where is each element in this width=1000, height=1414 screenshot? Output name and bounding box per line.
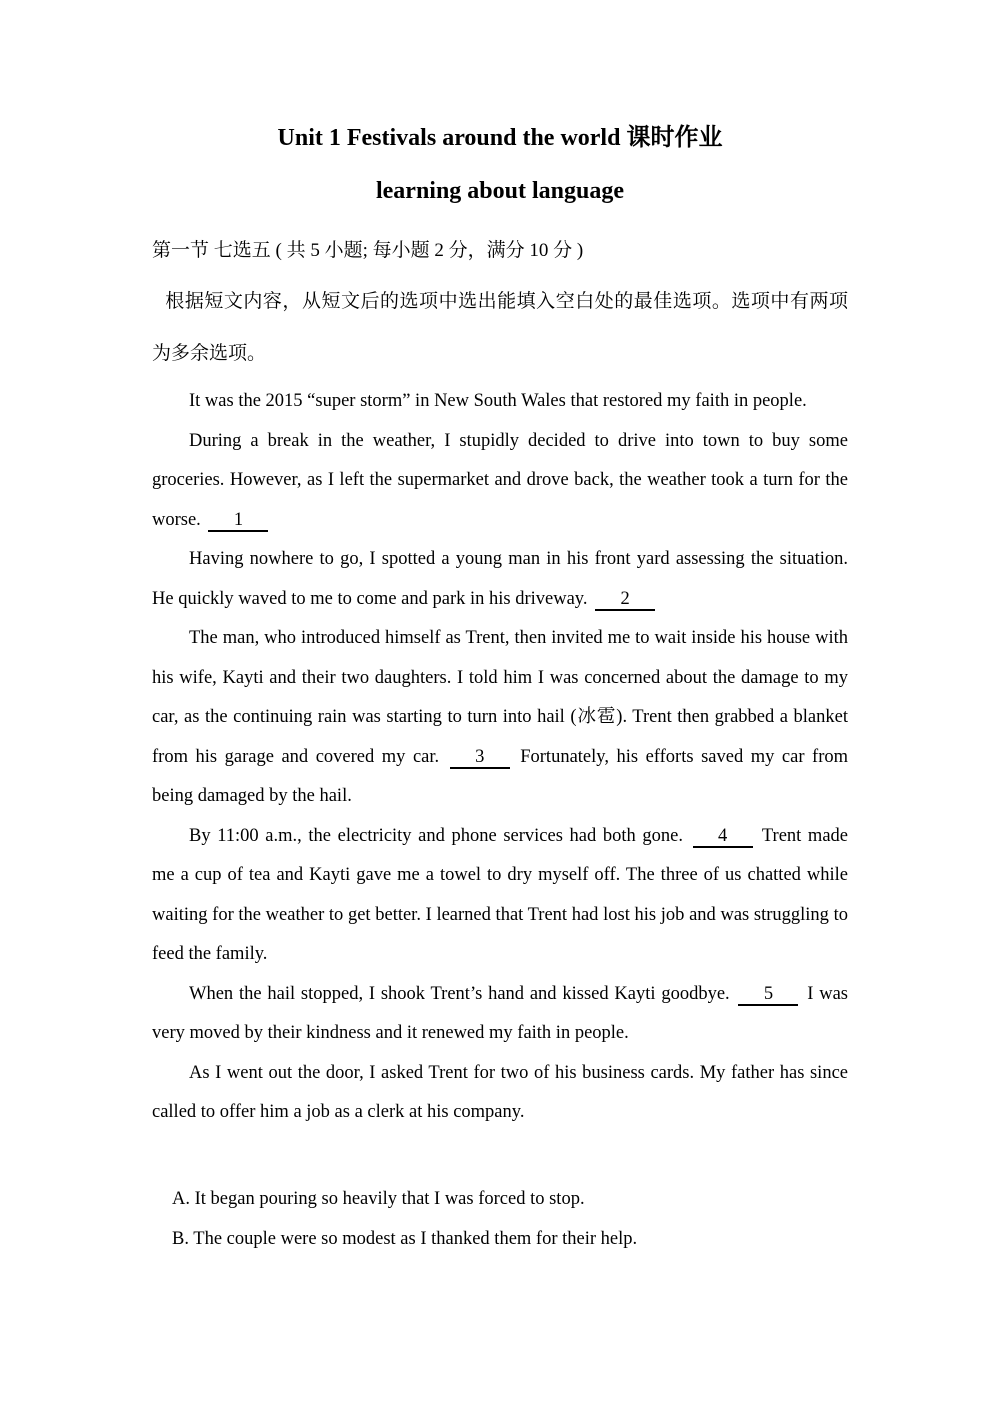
passage-text: It was the 2015 “super storm” in New South Wales that restored my faith in people. [189, 391, 807, 412]
option-B [172, 1219, 848, 1259]
document-title: Unit 1 Festivals around the world 课时作业 [277, 125, 723, 151]
passage [152, 382, 848, 1133]
blank-2: 2 [595, 589, 655, 611]
passage-text: I was very moved by their kindness and it renewed my faith in people. [152, 983, 849, 1044]
blank-4: 4 [693, 826, 753, 848]
passage-text: Fortunately, his efforts saved my car from being damaged by the hail. [152, 746, 848, 807]
passage-text: Trent made me a cup of tea and Kayti gave me a towel to dry myself off. The three of us chatted while waiting for the weather to get better. I learned that Trent had lost his job and was struggling to feed the family. [152, 825, 848, 965]
blank-3: 3 [450, 747, 510, 769]
option-text: It began pouring so heavily that I was forced to stop. [194, 1188, 585, 1209]
option-A [172, 1179, 848, 1219]
document-subtitle: learning about language [375, 177, 625, 204]
passage-text: As I went out the door, I asked Trent for two of his business cards. My father has since called to offer him a job as a clerk at his company. [152, 1062, 848, 1123]
blank-5: 5 [738, 984, 798, 1006]
section-heading: 第一节 七选五 ( 共 5 小题; 每小题 2 分，满分 10 分 ) [152, 239, 584, 261]
passage-paragraph [152, 540, 848, 619]
option-label: B. [172, 1228, 194, 1249]
passage-paragraph [152, 1054, 848, 1133]
blank-1: 1 [208, 510, 268, 532]
passage-paragraph [152, 619, 848, 817]
options-list [152, 1179, 848, 1259]
passage-paragraph [152, 975, 848, 1054]
passage-text: During a break in the weather, I stupidly decided to drive into town to buy some groceries. However, as I left the supermarket and drove back, the weather took a turn for the worse. [152, 430, 848, 530]
option-text: The couple were so modest as I thanked them for their help. [193, 1228, 638, 1249]
passage-text: Having nowhere to go, I spotted a young man in his front yard assessing the situation. He quickly waved to me to come and park in his driveway. [152, 549, 848, 609]
passage-paragraph [152, 382, 848, 422]
passage-paragraph [152, 817, 848, 975]
passage-paragraph [152, 422, 848, 541]
instructions-text: 根据短文内容，从短文后的选项中选出能填入空白处的最佳选项。选项中有两项为多余选项。 [152, 291, 848, 365]
passage-text: When the hail stopped, I shook Trent’s hand and kissed Kayti goodbye. [189, 983, 736, 1004]
passage-text: By 11:00 a.m., the electricity and phone services had both gone. [189, 825, 690, 846]
option-label: A. [172, 1188, 195, 1209]
passage-text: The man, who introduced himself as Trent, then invited me to wait inside his house with his wife, Kayti and their two daughters. I told him I was concerned about the damage to my car, as the continuing rain was starting to turn into hail (冰雹). Trent then grabbed a blanket from his garage and covered my car. [152, 628, 848, 767]
